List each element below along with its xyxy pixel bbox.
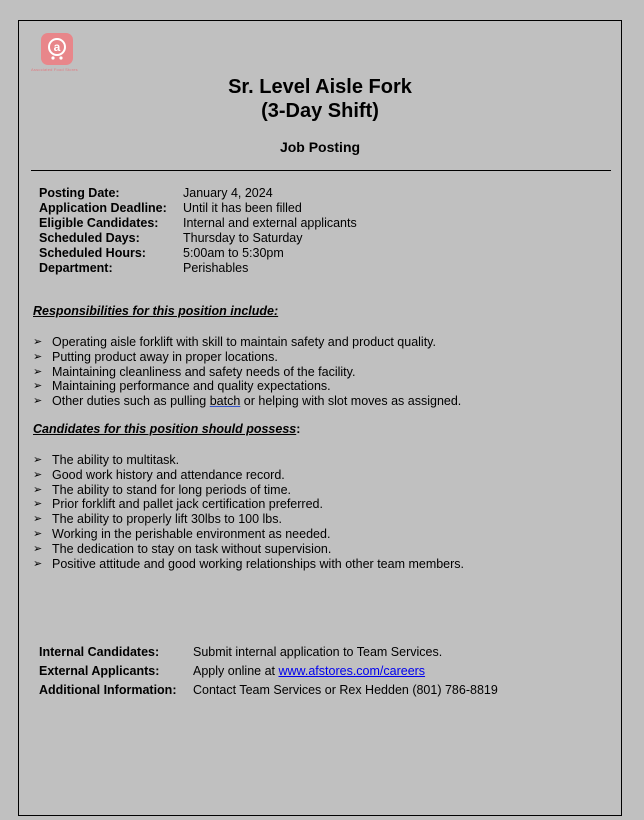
detail-row (39, 201, 357, 216)
spellcheck-underlined-word: batch (209, 394, 241, 409)
arrow-bullet-icon: ➢ (33, 365, 43, 378)
list-item: ➢ Putting product away in proper locations. (33, 349, 278, 364)
detail-value: Perishables (183, 261, 249, 275)
contact-label: External Applicants: (39, 664, 160, 678)
contact-value: Apply online at www.afstores.com/careers (193, 664, 426, 678)
shopping-cart-icon (44, 36, 70, 62)
title-line-1: Sr. Level Aisle Fork (228, 76, 412, 98)
arrow-bullet-icon: ➢ (33, 454, 43, 466)
logo-caption: Associated Food Stores (31, 67, 78, 72)
contact-info (39, 643, 498, 700)
detail-value: Until it has been filled (183, 201, 302, 215)
responsibilities-list (33, 335, 461, 409)
list-item: ➢ Other duties such as pulling batch or helping with slot moves as assigned. (33, 394, 462, 409)
detail-value: 5:00am to 5:30pm (183, 246, 284, 260)
arrow-bullet-icon: ➢ (33, 380, 43, 393)
arrow-bullet-icon: ➢ (33, 483, 43, 496)
detail-label: Scheduled Hours: (39, 246, 146, 260)
arrow-bullet-icon: ➢ (33, 468, 43, 481)
arrow-bullet-icon: ➢ (33, 527, 43, 540)
detail-label: Application Deadline: (39, 201, 167, 215)
detail-row (39, 186, 357, 201)
qualifications-heading: Candidates for this position should possess: (33, 422, 301, 436)
list-item: ➢ Operating aisle forklift with skill to maintain safety and product quality. (33, 335, 436, 349)
detail-row (39, 261, 357, 276)
list-item: ➢ The ability to properly lift 30lbs to 100 lbs. (33, 512, 282, 527)
detail-row (39, 216, 357, 231)
detail-label: Scheduled Days: (39, 231, 140, 245)
contact-label: Additional Information: (39, 683, 177, 697)
list-item: ➢ Maintaining cleanliness and safety needs of the facility. (33, 364, 356, 379)
contact-row-external (39, 662, 498, 681)
contact-value: Submit internal application to Team Services. (193, 645, 443, 659)
page-title (19, 75, 621, 123)
document-page (18, 20, 622, 816)
contact-row-internal (39, 643, 498, 662)
detail-value: January 4, 2024 (183, 186, 273, 200)
list-item: ➢ The ability to multitask. (33, 453, 180, 467)
arrow-bullet-icon: ➢ (33, 350, 43, 363)
arrow-bullet-icon: ➢ (33, 336, 43, 348)
detail-value: Thursday to Saturday (183, 231, 303, 245)
svg-text:a: a (53, 40, 61, 54)
arrow-bullet-icon: ➢ (33, 498, 43, 511)
list-item: ➢ Good work history and attendance record. (33, 467, 285, 482)
list-item: ➢ Prior forklift and pallet jack certification preferred. (33, 497, 323, 512)
arrow-bullet-icon: ➢ (33, 557, 43, 570)
list-item: ➢ Maintaining performance and quality expectations. (33, 379, 331, 394)
title-line-2: (3-Day Shift) (261, 100, 379, 122)
arrow-bullet-icon: ➢ (33, 542, 43, 555)
posting-subtitle: Job Posting (279, 139, 361, 155)
list-item: ➢ The dedication to stay on task without supervision. (33, 541, 332, 556)
detail-value: Internal and external applicants (183, 216, 357, 230)
arrow-bullet-icon: ➢ (33, 395, 43, 408)
contact-value: Contact Team Services or Rex Hedden (801) 786-8819 (193, 683, 498, 697)
list-item: ➢ The ability to stand for long periods of time. (33, 482, 292, 497)
arrow-bullet-icon: ➢ (33, 513, 43, 526)
qualifications-list (33, 453, 464, 571)
job-details (39, 186, 357, 276)
detail-row (39, 231, 357, 246)
detail-label: Eligible Candidates: (39, 216, 159, 230)
detail-label: Posting Date: (39, 186, 120, 200)
header-divider (31, 170, 611, 171)
contact-row-additional (39, 681, 498, 700)
company-logo (41, 33, 73, 65)
responsibilities-heading: Responsibilities for this position include: (33, 304, 279, 318)
contact-label: Internal Candidates: (39, 645, 160, 659)
detail-row (39, 246, 357, 261)
list-item: ➢ Positive attitude and good working relationships with other team members. (33, 556, 465, 571)
list-item: ➢ Working in the perishable environment as needed. (33, 526, 331, 541)
careers-link[interactable]: www.afstores.com/careers (278, 664, 426, 678)
detail-label: Department: (39, 261, 113, 275)
